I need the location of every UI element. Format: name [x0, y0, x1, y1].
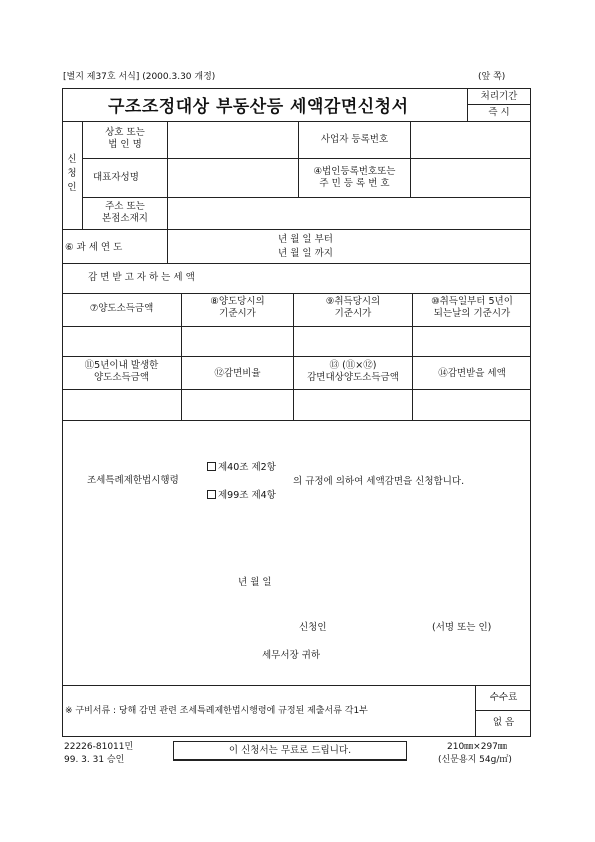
processing-period-label: 처리기간: [480, 91, 518, 102]
approval-date: 99. 3. 31 승인: [64, 755, 125, 765]
form-code: 22226-81011민: [64, 742, 134, 752]
col-14-header: ⑭감면받을 세액: [438, 368, 506, 379]
required-documents-note: ※ 구비서류 : 당해 감면 관련 조세특례제한법시행령에 규정된 제출서류 각1부: [65, 706, 368, 716]
tax-year-to[interactable]: 년 월 일 까지: [278, 248, 333, 259]
company-name-field[interactable]: [168, 122, 297, 157]
signature-placeholder[interactable]: (서명 또는 인): [432, 622, 492, 633]
address-label: 주소 또는 본점소재지: [102, 201, 148, 224]
checkbox-art99[interactable]: [207, 490, 216, 499]
application-date[interactable]: 년 월 일: [238, 577, 272, 588]
declaration-text: 의 규정에 의하여 세액감면을 신청합니다.: [293, 476, 465, 487]
representative-name-label: 대표자성명: [93, 172, 139, 183]
col-12-header: ⑫감면비율: [214, 368, 261, 379]
col-10-header: ⑩취득일부터 5년이 되는날의 기준시가: [431, 296, 513, 319]
form-title: 구조조정대상 부동산등 세액감면신청서: [108, 97, 409, 117]
col-8-field[interactable]: [182, 327, 292, 355]
col-8-header: ⑧양도당시의 기준시가: [210, 296, 265, 319]
col-9-header: ⑨취득당시의 기준시가: [325, 296, 381, 319]
tax-year-from[interactable]: 년 월 일 부터: [278, 234, 333, 245]
page-side: (앞 쪽): [478, 72, 506, 82]
reduction-header: 감 면 받 고 자 하 는 세 액: [88, 272, 195, 283]
col-12-field[interactable]: [182, 390, 292, 419]
form-id: [별지 제37호 서식] (2000.3.30 개정): [63, 72, 216, 82]
company-name-label: 상호 또는 법 인 명: [105, 127, 145, 150]
option-art40[interactable]: 제40조 제2항: [207, 462, 276, 474]
option-art99[interactable]: 제99조 제4항: [207, 490, 276, 502]
checkbox-art40[interactable]: [207, 462, 216, 471]
col-14-field[interactable]: [413, 390, 530, 419]
law-name: 조세특례제한법시행령: [87, 475, 179, 486]
free-notice: 이 신청서는 무료로 드립니다.: [228, 745, 352, 756]
col-11-header: ⑪5년이내 발생한 양도소득금액: [84, 360, 159, 383]
fee-label: 수수료: [489, 692, 518, 703]
col-13-header: ⑬ (⑪×⑫) 감면대상양도소득금액: [307, 360, 399, 383]
col-11-field[interactable]: [63, 390, 180, 419]
col-9-field[interactable]: [294, 327, 411, 355]
address-field[interactable]: [168, 198, 530, 228]
fee-value: 없 음: [492, 717, 515, 728]
paper-type: (신문용지 54g/㎡): [438, 755, 512, 765]
col-7-header: ⑦양도소득금액: [89, 303, 154, 314]
processing-period-value: 즉 시: [488, 107, 510, 118]
addressee: 세무서장 귀하: [262, 650, 321, 661]
col-7-field[interactable]: [63, 327, 180, 355]
tax-year-label: ⑥ 과 세 연 도: [65, 242, 123, 253]
applicant-section-label: 신 청 인: [67, 154, 77, 193]
biz-reg-number-field[interactable]: [411, 122, 530, 157]
corp-reg-number-field[interactable]: [411, 159, 530, 196]
biz-reg-number-label: 사업자 등록번호: [320, 134, 389, 145]
representative-name-field[interactable]: [168, 159, 297, 196]
col-13-field[interactable]: [294, 390, 411, 419]
paper-size: 210㎜×297㎜: [447, 742, 507, 752]
applicant-signer-label: 신청인: [299, 622, 327, 633]
col-10-field[interactable]: [413, 327, 530, 355]
corp-reg-number-label: ④법인등록번호또는 주 민 등 록 번 호: [313, 166, 396, 189]
